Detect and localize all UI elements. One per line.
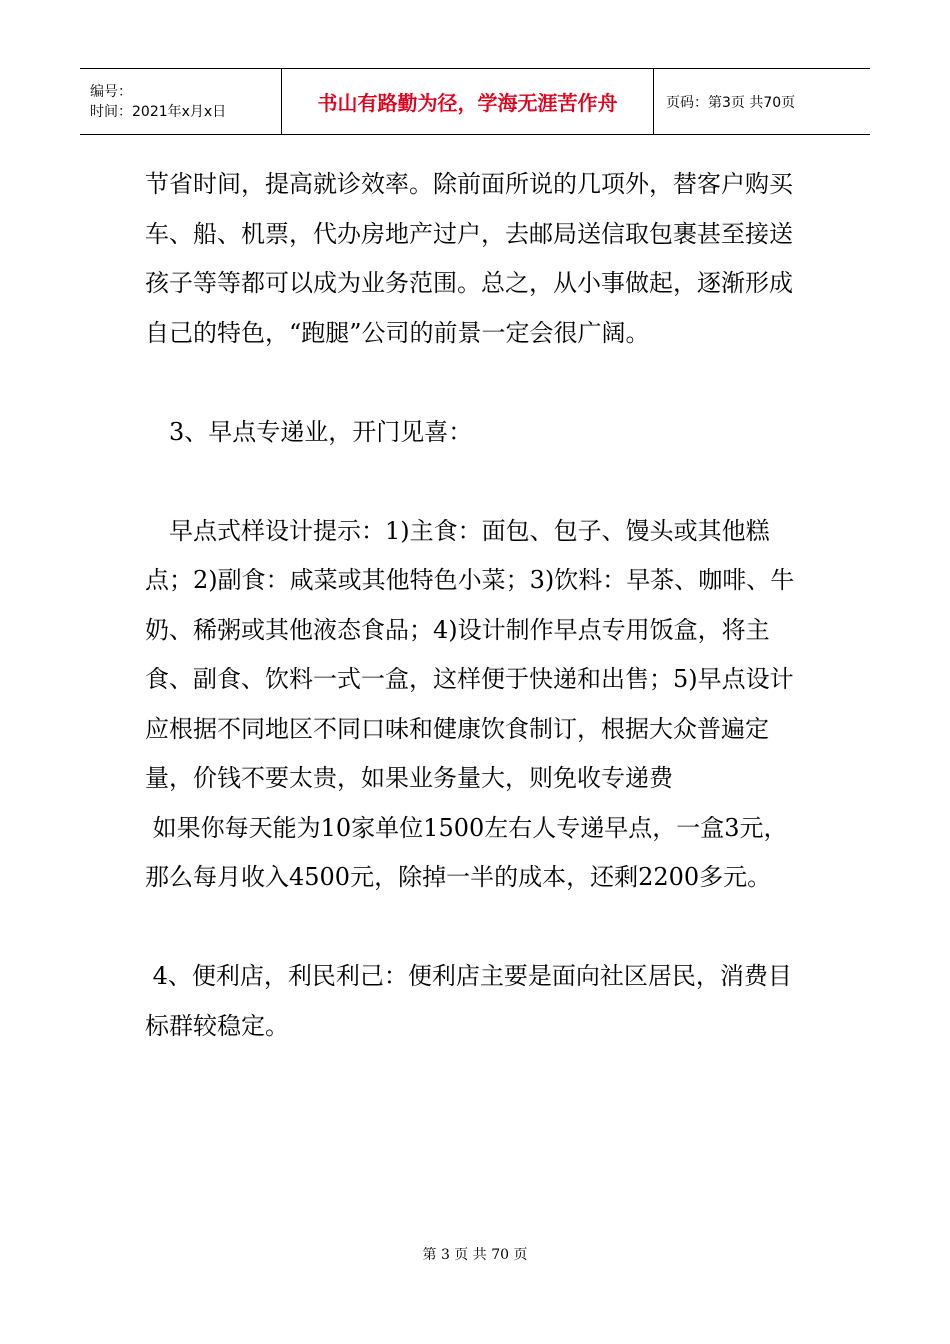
document-time-label: 时间：2021年x月x日 bbox=[90, 103, 227, 120]
page-header bbox=[80, 68, 870, 135]
document-body bbox=[145, 160, 810, 1051]
paragraph-gap bbox=[145, 457, 810, 507]
paragraph-breakfast-design: 早点式样设计提示：1)主食：面包、包子、馒头或其他糕点；2)副食：咸菜或其他特色小菜；3)饮料：早茶、咖啡、牛奶、稀粥或其他液态食品；4)设计制作早点专用饭盒，将主食、副食、饮料一式一盒，这样便于快递和出售；5)早点设计应根据不同地区不同口味和健康饮食制订，根据大众普遍定量，价钱不要太贵，如果业务量大，则免收专递费 bbox=[145, 516, 795, 792]
header-motto-cell bbox=[282, 69, 654, 134]
paragraph-convenience-store: 4、便利店，利民利己：便利店主要是面向社区居民，消费目标群较稳定。 bbox=[145, 962, 792, 1040]
page-footer bbox=[0, 1244, 950, 1264]
header-meta bbox=[80, 69, 282, 134]
paragraph-gap bbox=[145, 903, 810, 953]
header-page-cell bbox=[654, 69, 870, 134]
document-number-label: 编号： bbox=[90, 83, 132, 100]
paragraph-breakfast-income: 如果你每天能为10家单位1500左右人专递早点，一盒3元，那么每月收入4500元，除掉一半的成本，还剩2200多元。 bbox=[145, 813, 788, 891]
section-heading-breakfast-delivery: 3、早点专递业，开门见喜： bbox=[145, 417, 473, 446]
header-page-info: 页码：第3页 共70页 bbox=[666, 94, 796, 111]
paragraph-errand-business: 节省时间，提高就诊效率。除前面所说的几项外，替客户购买车、船、机票，代办房地产过户，去邮局送信取包裹甚至接送孩子等等都可以成为业务范围。总之，从小事做起，逐渐形成自己的特色，“跑腿”公司的前景一定会很广阔。 bbox=[145, 170, 793, 347]
footer-page-number: 第 3 页 共 70 页 bbox=[422, 1247, 528, 1263]
paragraph-gap bbox=[145, 358, 810, 408]
header-motto: 书山有路勤为径，学海无涯苦作舟 bbox=[317, 91, 618, 115]
